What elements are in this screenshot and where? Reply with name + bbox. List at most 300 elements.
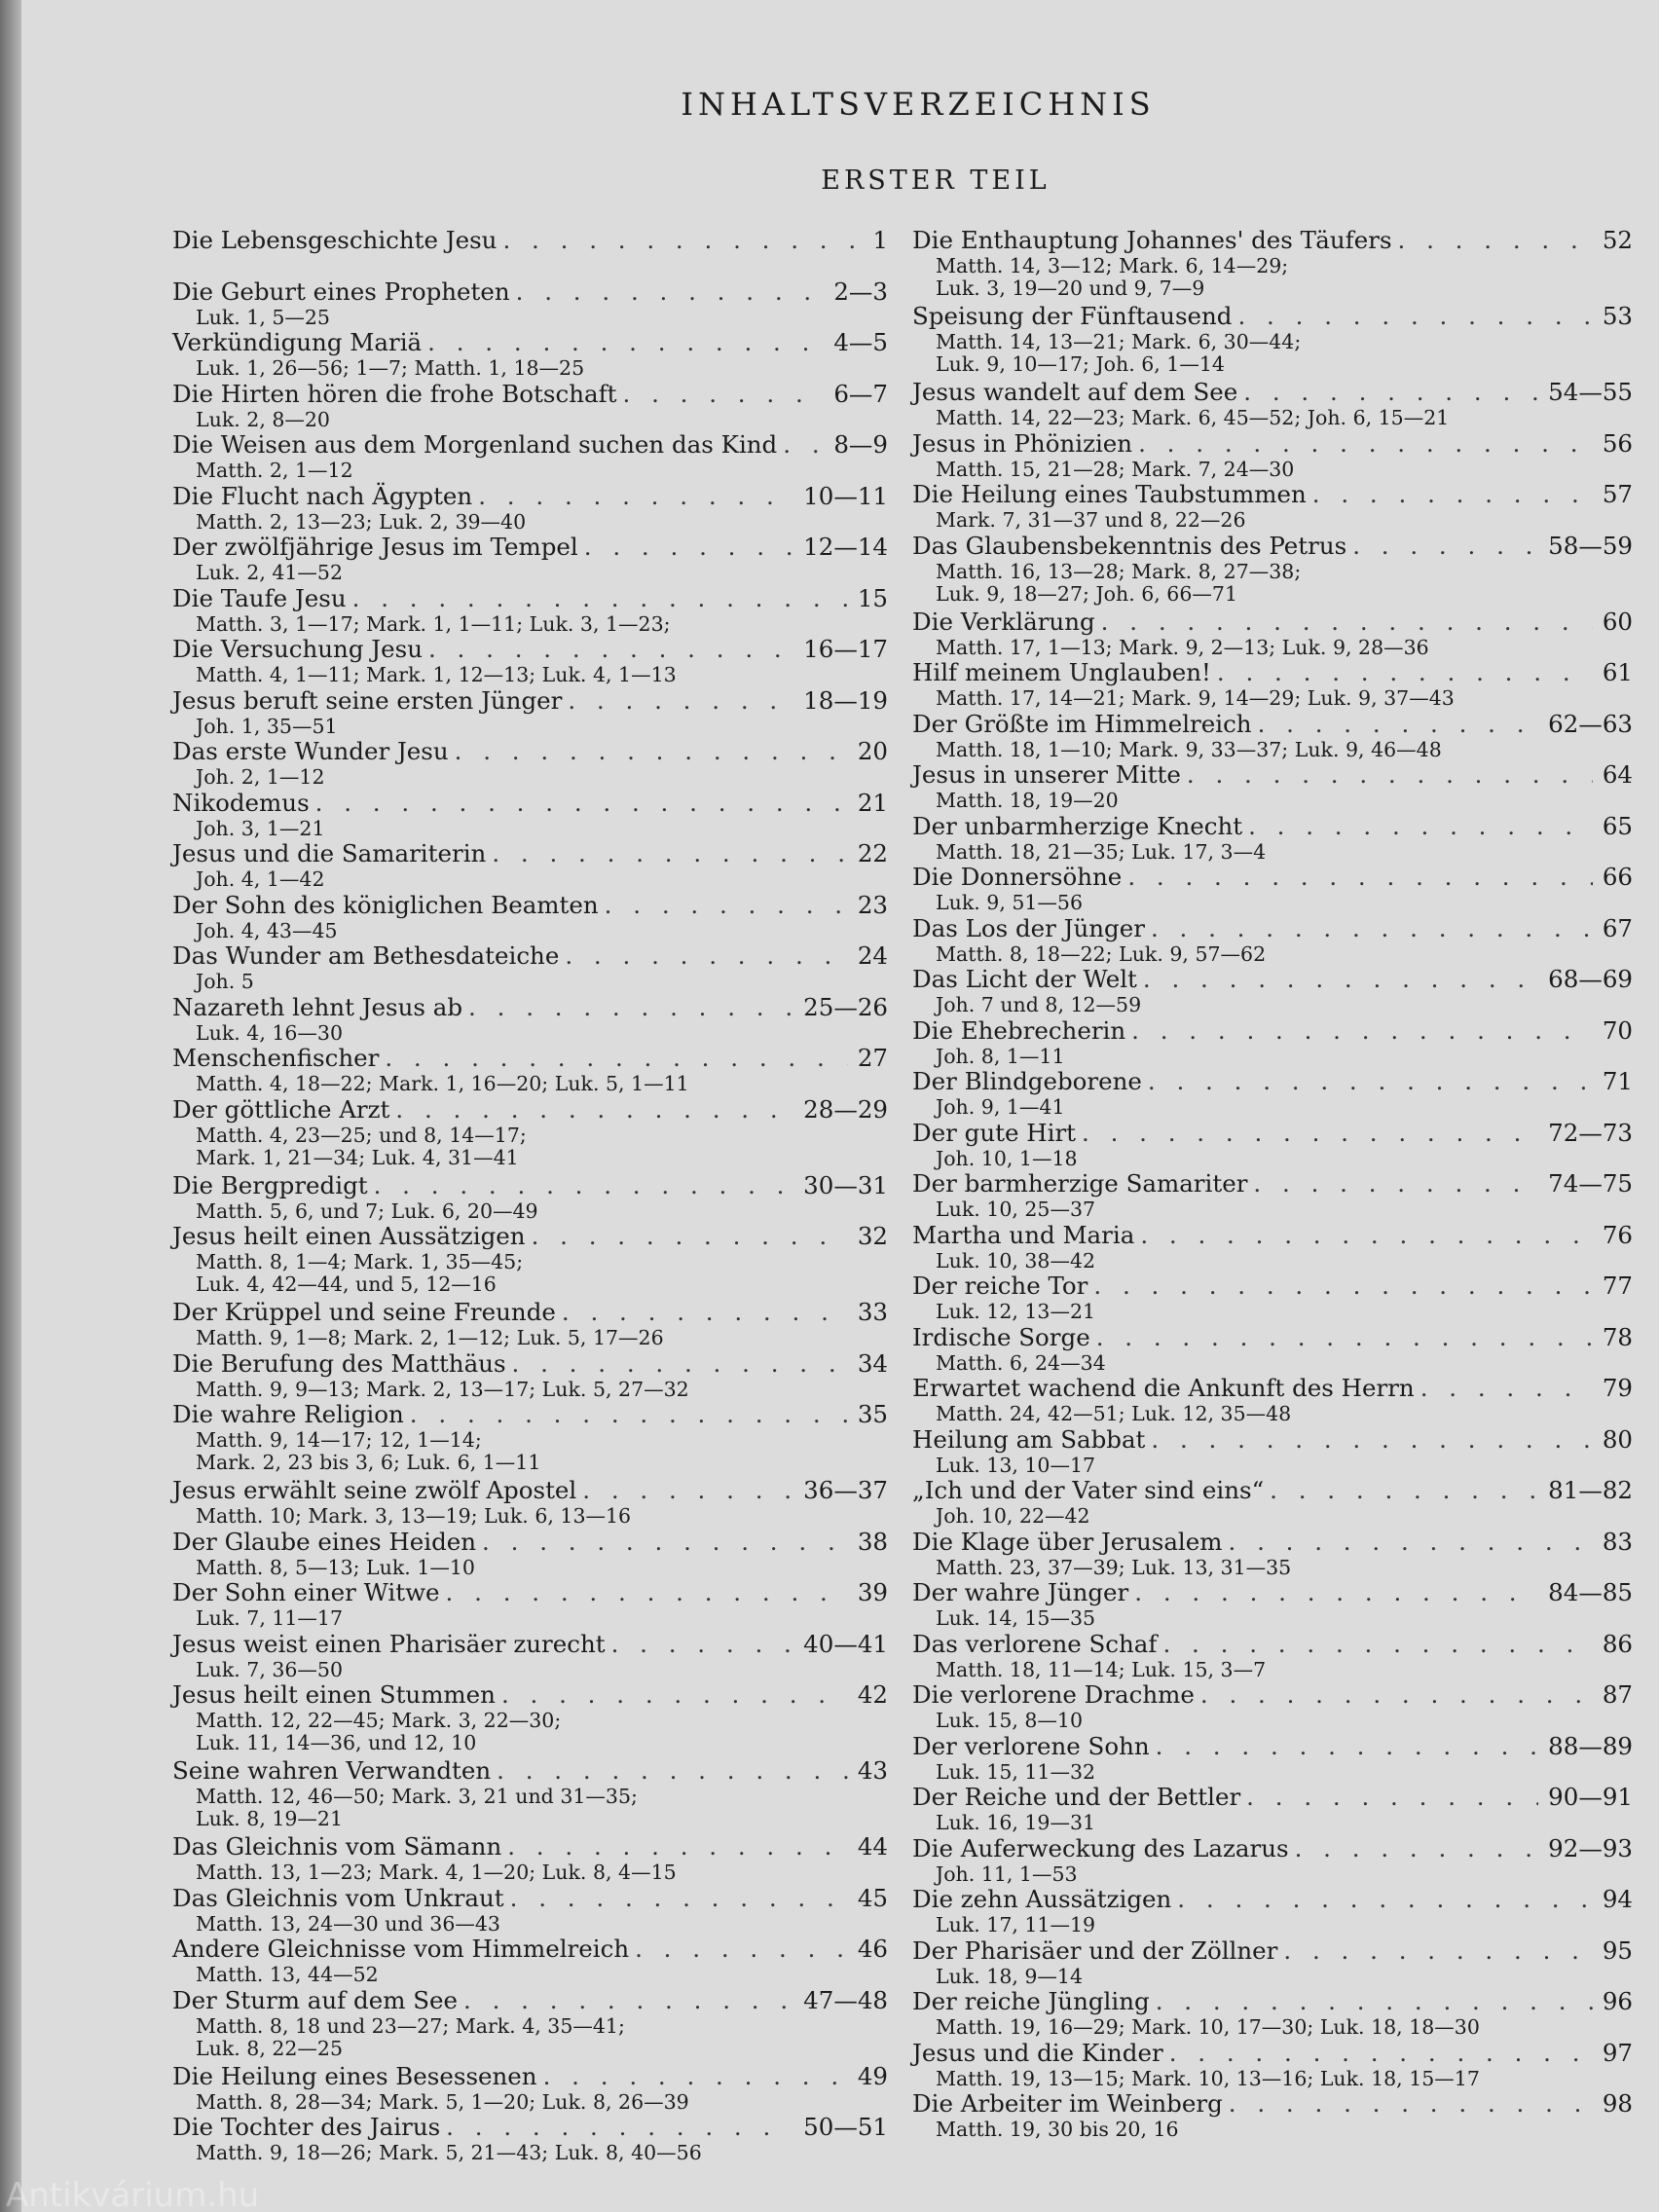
toc-entry — [172, 533, 888, 584]
toc-entry-pages: 84—85 — [1548, 1578, 1633, 1606]
toc-entry — [172, 1986, 888, 2062]
toc-entry — [912, 1425, 1633, 1477]
dot-leader — [1246, 1783, 1538, 1812]
toc-entry-title: Die Hirten hören die frohe Botschaft — [172, 379, 617, 408]
scripture-reference: Luk. 9, 51—56 — [936, 891, 1084, 914]
toc-entry — [912, 608, 1633, 659]
scripture-reference: Luk. 7, 36—50 — [196, 1657, 344, 1681]
scripture-reference: Luk. 11, 14—36, und 12, 10 — [196, 1731, 477, 1754]
scripture-reference: Matth. 2, 1—12 — [196, 459, 353, 482]
scripture-reference: Matth. 23, 37—39; Luk. 13, 31—35 — [936, 1555, 1292, 1579]
toc-entry-pages: 56 — [1602, 428, 1633, 458]
scripture-reference: Luk. 3, 19—20 und 9, 7—9 — [936, 276, 1205, 300]
toc-entry — [912, 863, 1633, 914]
scripture-reference: Matth. 13, 44—52 — [196, 1963, 379, 1986]
toc-entry-pages: 98 — [1602, 2089, 1633, 2118]
toc-entry — [912, 2089, 1633, 2141]
toc-entry-pages: 23 — [857, 890, 888, 919]
toc-entry-title: Der Blindgeborene — [912, 1067, 1142, 1095]
toc-entry-pages: 34 — [857, 1348, 888, 1378]
toc-entry-pages: 90—91 — [1548, 1783, 1633, 1811]
dot-leader — [1229, 1528, 1593, 1557]
dot-leader — [1217, 658, 1593, 687]
toc-entry-title: Andere Gleichnisse vom Himmelreich — [172, 1935, 630, 1963]
scripture-reference: Matth. 9, 18—26; Mark. 5, 21—43; Luk. 8, 40—56 — [196, 2141, 702, 2164]
toc-entry-title: Die Arbeiter im Weinberg — [912, 2089, 1223, 2118]
toc-entry-pages: 79 — [1602, 1374, 1633, 1402]
toc-entry-line — [172, 1222, 888, 1251]
dot-leader — [1169, 2039, 1593, 2068]
scripture-reference: Luk. 9, 10—17; Joh. 6, 1—14 — [936, 352, 1225, 376]
toc-entry-line — [912, 965, 1633, 994]
scripture-reference: Matth. 5, 6, und 7; Luk. 6, 20—49 — [196, 1198, 538, 1223]
scripture-reference: Matth. 10; Mark. 3, 13—19; Luk. 6, 13—16 — [196, 1504, 632, 1528]
scripture-reference: Joh. 4, 43—45 — [196, 918, 338, 942]
toc-entry — [172, 1044, 888, 1095]
toc-entry-pages: 10—11 — [803, 481, 888, 510]
scripture-reference: Matth. 14, 13—21; Mark. 6, 30—44; — [936, 330, 1302, 353]
toc-entry-pages: 71 — [1602, 1067, 1633, 1095]
toc-entry-line — [912, 480, 1633, 509]
dot-leader — [1156, 1987, 1593, 2016]
dot-leader — [635, 1935, 848, 1964]
toc-entry-line — [172, 1044, 888, 1073]
toc-entry-line — [172, 1476, 888, 1505]
scripture-reference: Luk. 16, 19—31 — [936, 1811, 1096, 1834]
scripture-reference: Luk. 1, 26—56; 1—7; Matth. 1, 18—25 — [196, 356, 585, 380]
toc-entry-line — [172, 1400, 888, 1429]
toc-entry-title: Der Sturm auf dem See — [172, 1985, 459, 2014]
scripture-reference: Matth. 8, 1—4; Mark. 1, 35—45; — [196, 1250, 524, 1273]
toc-entry-title: Erwartet wachend die Ankunft des Herrn — [912, 1374, 1415, 1402]
toc-entry-pages: 76 — [1602, 1220, 1633, 1249]
toc-entry-pages: 72—73 — [1548, 1118, 1633, 1147]
toc-entry-title: Die Verklärung — [912, 607, 1095, 636]
toc-entry-pages: 30—31 — [803, 1170, 888, 1199]
dot-leader — [565, 941, 847, 971]
dot-leader — [1295, 1834, 1539, 1863]
toc-entry-line — [912, 302, 1633, 331]
scripture-reference: Luk. 10, 38—42 — [936, 1248, 1096, 1272]
toc-entry — [172, 1528, 888, 1579]
scripture-reference: Luk. 12, 13—21 — [936, 1300, 1096, 1323]
toc-entry — [172, 993, 888, 1045]
toc-entry-title: Speisung der Fünftausend — [912, 302, 1233, 330]
toc-entry-line — [172, 1171, 888, 1200]
toc-entry — [912, 914, 1633, 966]
toc-entry-title: Nikodemus — [172, 788, 310, 817]
dot-leader — [1093, 1272, 1592, 1301]
scripture-reference: Matth. 3, 1—17; Mark. 1, 1—11; Luk. 3, 1—23; — [196, 611, 671, 636]
toc-entry-pages: 49 — [857, 2061, 888, 2090]
dot-leader — [512, 1349, 848, 1379]
toc-entry-title: Der verlorene Sohn — [912, 1731, 1150, 1760]
toc-entry-title: Das Los der Jünger — [912, 913, 1145, 942]
toc-entry-pages: 2—3 — [833, 276, 888, 306]
toc-entry-title: Der Sohn des königlichen Beamten — [172, 890, 599, 919]
toc-entry-title: Die Geburt eines Propheten — [172, 276, 510, 306]
toc-entry-title: Die Lebensgeschichte Jesu — [172, 226, 498, 254]
toc-entry — [172, 1476, 888, 1528]
toc-entry-title: Die Berufung des Matthäus — [172, 1348, 506, 1378]
toc-entry-line — [912, 1476, 1633, 1505]
toc-entry-title: Die wahre Religion — [172, 1400, 404, 1428]
toc-entry-title: Der Größte im Himmelreich — [912, 709, 1252, 738]
toc-entry-title: Die Klage über Jerusalem — [912, 1527, 1223, 1556]
toc-entry — [912, 1732, 1633, 1784]
toc-entry-title: Die verlorene Drachme — [912, 1680, 1195, 1709]
toc-entry — [912, 1221, 1633, 1272]
scripture-reference: Joh. 7 und 8, 12—59 — [936, 993, 1142, 1016]
dot-leader — [543, 2062, 848, 2091]
toc-entry-line — [912, 1936, 1633, 1966]
scripture-reference: Luk. 8, 19—21 — [196, 1807, 344, 1830]
toc-entry-title: Jesus weist einen Pharisäer zurecht — [172, 1629, 606, 1658]
toc-entry — [172, 1171, 888, 1223]
scripture-reference: Matth. 14, 22—23; Mark. 6, 45—52; Joh. 6, 15—21 — [936, 406, 1450, 429]
toc-entry-line — [912, 1067, 1633, 1096]
toc-entry — [172, 482, 888, 534]
dot-leader — [501, 1680, 848, 1710]
dot-leader — [623, 380, 825, 409]
toc-entry — [912, 710, 1633, 761]
toc-entry — [912, 1680, 1633, 1732]
dot-leader — [1151, 1425, 1592, 1455]
toc-entry — [912, 1119, 1633, 1170]
dot-leader — [611, 1630, 794, 1659]
toc-entry-pages: 12—14 — [803, 533, 888, 561]
toc-entry — [912, 1169, 1633, 1221]
toc-entry-pages: 70 — [1602, 1015, 1633, 1045]
toc-entry-pages: 38 — [857, 1527, 888, 1556]
toc-entry-pages: 22 — [857, 839, 888, 867]
toc-entry — [172, 430, 888, 482]
toc-entry — [172, 1349, 888, 1401]
toc-entry — [912, 2039, 1633, 2090]
toc-entry-line — [172, 277, 888, 307]
scripture-reference: Joh. 11, 1—53 — [936, 1862, 1078, 1886]
toc-entry-line — [172, 1680, 888, 1710]
dot-leader — [482, 1528, 848, 1557]
dot-leader — [1283, 1936, 1592, 1966]
toc-entry-title: Der Sohn einer Witwe — [172, 1578, 440, 1606]
scripture-reference: Matth. 12, 22—45; Mark. 3, 22—30; — [196, 1709, 562, 1732]
toc-entry-line — [912, 608, 1633, 637]
toc-entry-line — [912, 914, 1633, 943]
toc-entry-title: Jesus erwählt seine zwölf Apostel — [172, 1476, 577, 1504]
scripture-reference: Luk. 4, 16—30 — [196, 1020, 344, 1045]
scripture-reference: Joh. 5 — [196, 970, 254, 993]
toc-entry — [172, 839, 888, 891]
scripture-reference: Luk. 14, 15—35 — [936, 1606, 1096, 1630]
toc-entry-pages: 54—55 — [1548, 378, 1633, 406]
toc-entry-title: Hilf meinem Unglauben! — [912, 658, 1211, 686]
dot-leader — [1352, 532, 1538, 561]
dot-leader — [446, 2113, 793, 2142]
dot-leader — [410, 1400, 848, 1429]
toc-entry-title: Der Glaube eines Heiden — [172, 1527, 477, 1556]
toc-entry-pages: 62—63 — [1548, 709, 1633, 738]
toc-entry — [912, 1067, 1633, 1119]
dot-leader — [395, 1095, 793, 1124]
scripture-reference: Joh. 3, 1—21 — [196, 816, 325, 840]
toc-entry-pages: 67 — [1602, 913, 1633, 942]
toc-entry — [172, 1400, 888, 1476]
toc-entry-title: Jesus beruft seine ersten Jünger — [172, 685, 563, 715]
scripture-reference: Luk. 9, 18—27; Joh. 6, 66—71 — [936, 581, 1237, 606]
toc-entry-pages: 43 — [857, 1756, 888, 1785]
toc-entry — [172, 1630, 888, 1681]
toc-entry-pages: 61 — [1602, 658, 1633, 686]
dot-leader — [516, 277, 825, 307]
dot-leader — [1243, 378, 1538, 407]
toc-entry — [912, 532, 1633, 608]
scripture-reference: Matth. 2, 13—23; Luk. 2, 39—40 — [196, 509, 527, 534]
toc-entry — [172, 277, 888, 329]
toc-entry-line — [912, 1374, 1633, 1403]
dot-leader — [605, 891, 848, 920]
toc-entry-line — [912, 532, 1633, 561]
toc-entry-title: Nazareth lehnt Jesus ab — [172, 992, 463, 1021]
toc-entry-pages: 64 — [1602, 760, 1633, 789]
toc-entry-line — [172, 686, 888, 716]
dot-leader — [1127, 863, 1593, 892]
scripture-reference: Matth. 4, 18—22; Mark. 1, 16—20; Luk. 5, 1—11 — [196, 1072, 689, 1095]
scripture-reference: Matth. 9, 9—13; Mark. 2, 13—17; Luk. 5, 27—32 — [196, 1377, 689, 1401]
toc-entry-pages: 50—51 — [803, 2113, 888, 2141]
dot-leader — [1312, 480, 1593, 509]
toc-entry-line — [912, 1119, 1633, 1148]
toc-entry-pages: 92—93 — [1548, 1833, 1633, 1862]
toc-entry-line — [172, 1986, 888, 2015]
toc-entry-line — [912, 1323, 1633, 1352]
dot-leader — [1420, 1374, 1593, 1403]
toc-entry-line — [912, 1169, 1633, 1198]
toc-entry-title: Irdische Sorge — [912, 1322, 1090, 1351]
toc-entry-title: Der barmherzige Samariter — [912, 1169, 1248, 1198]
toc-entry-line — [912, 1528, 1633, 1557]
toc-entry-line — [172, 482, 888, 511]
toc-entry — [912, 1016, 1633, 1068]
dot-leader — [1229, 2089, 1593, 2119]
toc-entry-title: Die Taufe Jesu — [172, 583, 347, 612]
dot-leader — [1253, 1169, 1538, 1198]
toc-entry-line — [912, 710, 1633, 739]
toc-entry-line — [172, 1528, 888, 1557]
scripture-reference: Joh. 4, 1—42 — [196, 867, 325, 891]
toc-entry-line — [172, 533, 888, 562]
dot-leader — [463, 1986, 793, 2015]
scripture-reference: Matth. 8, 5—13; Luk. 1—10 — [196, 1555, 475, 1579]
toc-entry-title: Die Auferweckung des Lazarus — [912, 1833, 1289, 1862]
toc-entry-title: Das Wunder am Bethesdateiche — [172, 941, 560, 970]
toc-entry — [912, 1936, 1633, 1988]
scripture-reference: Joh. 1, 35—51 — [196, 714, 338, 738]
toc-entry — [912, 812, 1633, 864]
scripture-reference: Joh. 2, 1—12 — [196, 765, 325, 789]
toc-entry-pages: 32 — [857, 1222, 888, 1250]
toc-entry-title: Jesus heilt einen Stummen — [172, 1680, 496, 1709]
toc-entry-pages: 95 — [1602, 1936, 1633, 1965]
toc-entry — [912, 1578, 1633, 1630]
toc-entry-pages: 45 — [857, 1883, 888, 1912]
scripture-reference: Matth. 17, 1—13; Mark. 9, 2—13; Luk. 9, 28—36 — [936, 635, 1429, 659]
toc-entry-line — [172, 1935, 888, 1964]
toc-entry-title: Der Krüppel und seine Freunde — [172, 1298, 556, 1326]
toc-entry-title: Jesus heilt einen Aussätzigen — [172, 1222, 526, 1250]
scripture-reference: Mark. 1, 21—34; Luk. 4, 31—41 — [196, 1145, 519, 1169]
toc-entry-pages: 60 — [1602, 607, 1633, 636]
dot-leader — [783, 430, 824, 460]
toc-entry-pages: 35 — [857, 1400, 888, 1428]
toc-entry — [172, 1756, 888, 1832]
dot-leader — [427, 328, 824, 357]
toc-entry — [172, 328, 888, 380]
toc-entry-title: Jesus und die Kinder — [912, 2038, 1163, 2067]
toc-entry-title: Menschenfischer — [172, 1044, 380, 1072]
scripture-reference: Matth. 15, 21—28; Mark. 7, 24—30 — [936, 457, 1295, 481]
toc-entry-line — [912, 1732, 1633, 1761]
toc-entry-line — [172, 226, 888, 255]
toc-entry-line — [912, 1885, 1633, 1914]
toc-entry-line — [912, 2089, 1633, 2119]
toc-entry-pages: 21 — [857, 788, 888, 817]
toc-entry-title: Jesus in unserer Mitte — [912, 760, 1181, 789]
toc-entry-pages: 39 — [857, 1578, 888, 1606]
toc-entry-title: Verkündigung Mariä — [172, 328, 423, 356]
dot-leader — [1082, 1119, 1538, 1148]
dot-leader — [1101, 608, 1593, 637]
toc-entry-line — [912, 1425, 1633, 1455]
toc-entry-title: Jesus und die Samariterin — [172, 839, 487, 867]
toc-entry-title: Jesus wandelt auf dem See — [912, 378, 1238, 406]
toc-entry — [912, 429, 1633, 481]
toc-entry-title: Der zwölfjährige Jesus im Tempel — [172, 533, 578, 561]
scripture-reference: Joh. 8, 1—11 — [936, 1044, 1065, 1068]
toc-entry-line — [172, 380, 888, 409]
dot-leader — [455, 737, 848, 766]
toc-entry — [912, 1374, 1633, 1425]
toc-entry-pages: 15 — [857, 583, 888, 612]
toc-entry-title: Die Versuchung Jesu — [172, 635, 423, 663]
scripture-reference: Luk. 4, 42—44, und 5, 12—16 — [196, 1272, 497, 1296]
toc-entry-line — [912, 1272, 1633, 1301]
toc-entry — [912, 1987, 1633, 2039]
toc-entry-pages: 36—37 — [803, 1476, 888, 1504]
toc-entry — [172, 686, 888, 738]
toc-entry-title: Jesus in Phönizien — [912, 428, 1133, 458]
toc-entry-title: Die Enthauptung Johannes' des Täufers — [912, 226, 1392, 254]
toc-entry-pages: 57 — [1602, 480, 1633, 508]
toc-entry — [912, 658, 1633, 710]
toc-entry-title: Die Bergpredigt — [172, 1170, 368, 1199]
scripture-reference: Matth. 18, 21—35; Luk. 17, 3—4 — [936, 839, 1267, 864]
toc-entry — [912, 965, 1633, 1016]
toc-entry — [912, 1323, 1633, 1375]
toc-entry-line — [172, 839, 888, 868]
dot-leader — [1187, 760, 1593, 790]
toc-entry-line — [912, 1578, 1633, 1607]
toc-entry-title: Die Ehebrecherin — [912, 1015, 1126, 1045]
scripture-reference: Matth. 17, 14—21; Mark. 9, 14—29; Luk. 9, 37—43 — [936, 686, 1455, 710]
dot-leader — [428, 635, 793, 664]
toc-entry-line — [912, 1783, 1633, 1812]
toc-entry-line — [172, 993, 888, 1022]
toc-entry-pages: 74—75 — [1548, 1169, 1633, 1198]
toc-entry-title: Der göttliche Arzt — [172, 1094, 390, 1124]
dot-leader — [1151, 914, 1593, 943]
toc-entry-line — [912, 226, 1633, 255]
toc-entry-title: Das erste Wunder Jesu — [172, 737, 449, 765]
toc-entry-title: Der Pharisäer und der Zöllner — [912, 1936, 1278, 1965]
scripture-reference: Luk. 15, 8—10 — [936, 1709, 1084, 1732]
toc-entry-pages: 52 — [1602, 226, 1633, 254]
toc-entry-pages: 66 — [1602, 863, 1633, 891]
toc-entry — [172, 1832, 888, 1884]
toc-entry-pages: 68—69 — [1548, 965, 1633, 993]
toc-entry-line — [172, 584, 888, 613]
toc-entry-line — [912, 863, 1633, 892]
toc-entry — [172, 891, 888, 942]
toc-entry-pages: 58—59 — [1548, 531, 1633, 560]
toc-entry-pages: 28—29 — [803, 1094, 888, 1124]
toc-entry-line — [912, 1834, 1633, 1863]
dot-leader — [374, 1171, 794, 1200]
scripture-reference: Luk. 2, 8—20 — [196, 407, 330, 431]
toc-entry — [172, 380, 888, 431]
scripture-reference: Matth. 19, 16—29; Mark. 10, 17—30; Luk. 18, 18—30 — [936, 2015, 1480, 2039]
toc-entry-pages: 87 — [1602, 1680, 1633, 1709]
toc-entry-pages: 33 — [857, 1298, 888, 1326]
toc-entry-pages: 78 — [1602, 1322, 1633, 1351]
section-title: ERSTER TEIL — [821, 166, 1051, 196]
toc-entry-title: Martha und Maria — [912, 1220, 1135, 1249]
toc-entry-pages: 81—82 — [1548, 1476, 1633, 1504]
toc-entry-line — [172, 789, 888, 818]
toc-entry-pages: 47—48 — [803, 1985, 888, 2014]
toc-column-right — [912, 226, 1633, 2141]
dot-leader — [502, 226, 863, 255]
toc-entry — [172, 1095, 888, 1171]
scripture-reference: Matth. 6, 24—34 — [936, 1350, 1106, 1375]
scripture-reference: Matth. 4, 1—11; Mark. 1, 12—13; Luk. 4, 1—13 — [196, 663, 677, 686]
scripture-reference: Joh. 10, 22—42 — [936, 1504, 1090, 1528]
toc-entry-line — [172, 1630, 888, 1659]
dot-leader — [568, 686, 793, 716]
toc-entry-pages: 20 — [857, 737, 888, 765]
toc-column-left — [172, 226, 888, 2164]
toc-entry-pages: 4—5 — [833, 328, 888, 356]
toc-entry-line — [172, 430, 888, 460]
toc-entry-title: Der unbarmherzige Knecht — [912, 811, 1243, 840]
scripture-reference: Matth. 19, 13—15; Mark. 10, 13—16; Luk. 18, 15—17 — [936, 2066, 1480, 2090]
scripture-reference: Luk. 7, 11—17 — [196, 1606, 344, 1630]
scripture-reference: Matth. 19, 30 bis 20, 16 — [936, 2118, 1179, 2141]
toc-entry-line — [912, 378, 1633, 407]
toc-entry-title: Heilung am Sabbat — [912, 1424, 1146, 1454]
toc-entry-line — [912, 1016, 1633, 1046]
dot-leader — [1237, 302, 1592, 331]
toc-entry-title: „Ich und der Vater sind eins“ — [912, 1476, 1265, 1504]
toc-entry-pages: 88—89 — [1548, 1731, 1633, 1760]
toc-entry-line — [912, 1680, 1633, 1710]
dot-leader — [1096, 1323, 1593, 1352]
toc-entry-line — [172, 941, 888, 971]
scripture-reference: Luk. 15, 11—32 — [936, 1759, 1096, 1784]
watermark: Antikvárium.hu — [6, 2179, 260, 2212]
toc-entry — [912, 226, 1633, 302]
toc-entry-title: Das Gleichnis vom Unkraut — [172, 1883, 504, 1912]
